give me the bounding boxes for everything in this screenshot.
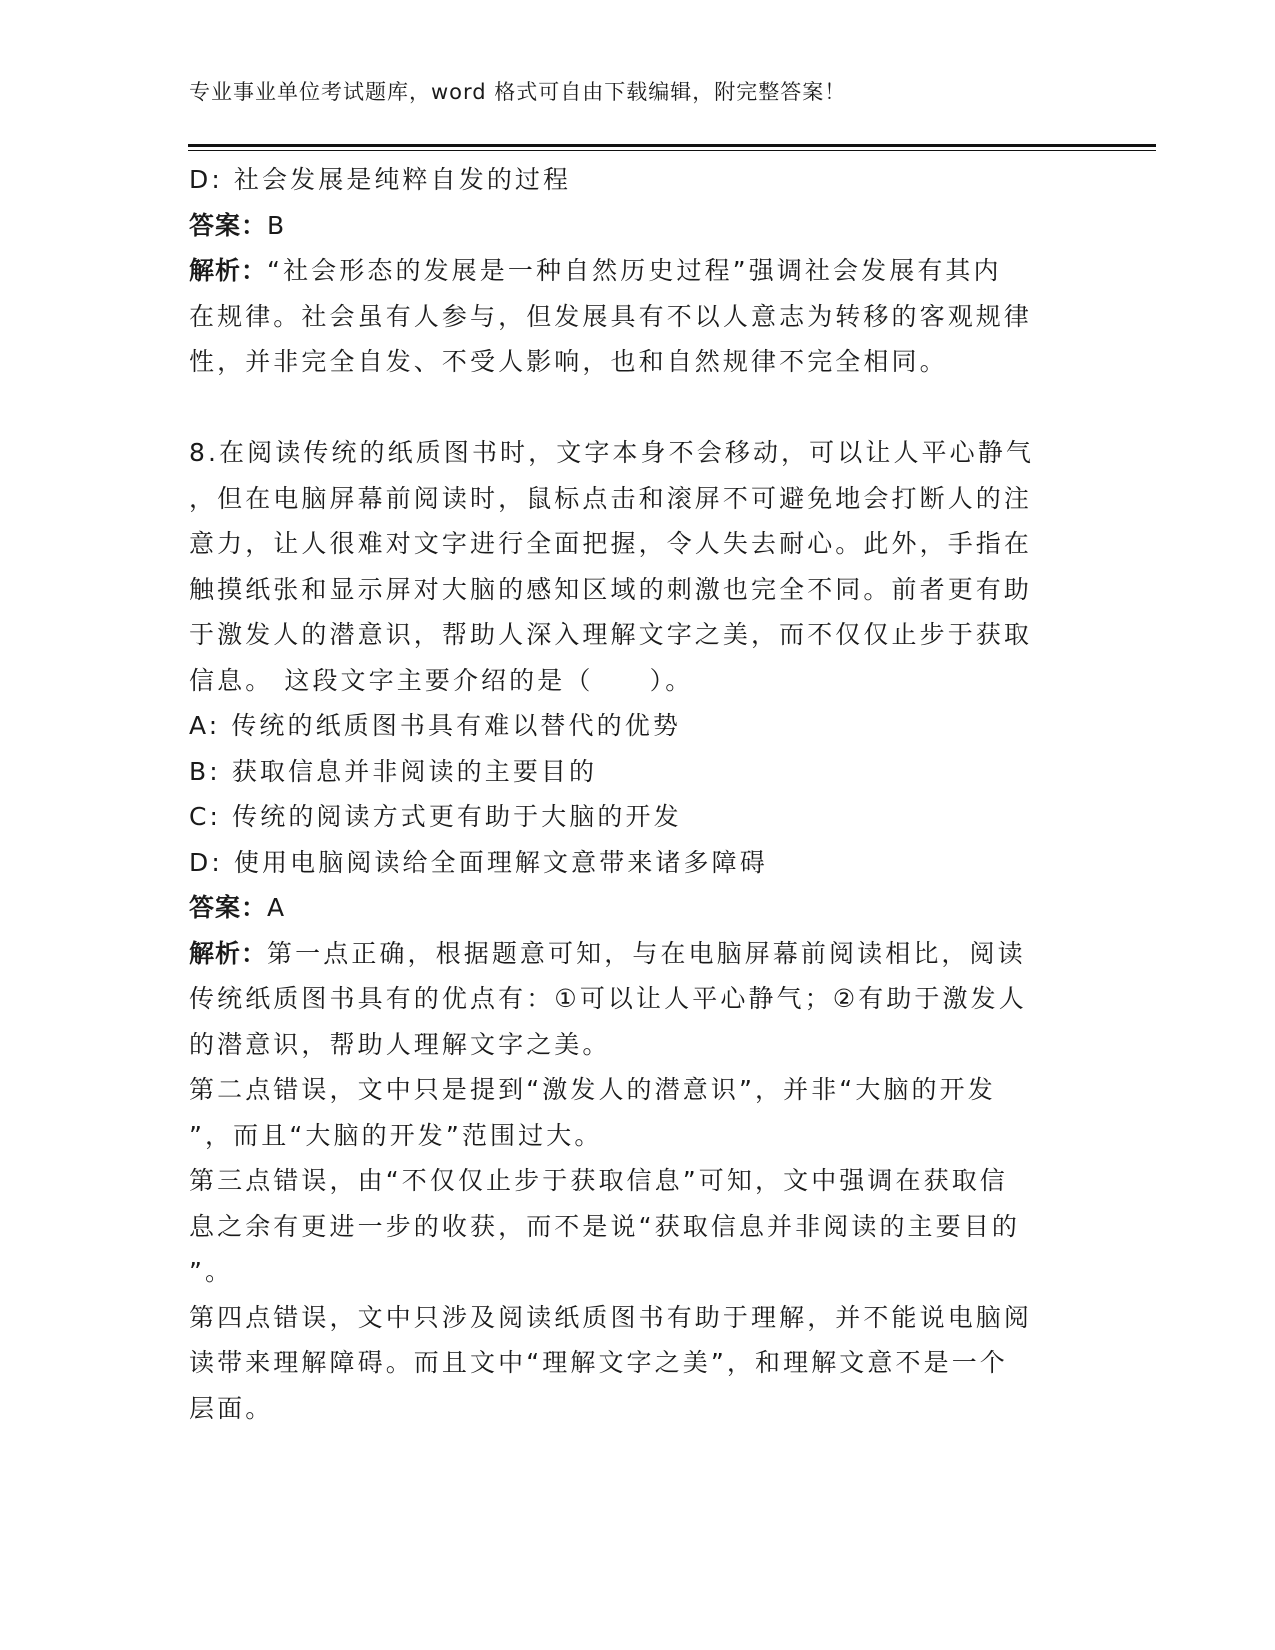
q8-stem-line-5: 于激发人的潜意识，帮助人深入理解文字之美，而不仅仅止步于获取	[189, 620, 1033, 649]
q8-option-b: B: 获取信息并非阅读的主要目的	[189, 756, 598, 786]
q8-analysis-line-4: 第二点错误，文中只是提到“激发人的潜意识”，并非“大脑的开发	[189, 1075, 996, 1104]
prev-answer-label: 答案：	[189, 210, 268, 240]
q8-analysis-line-8: ”。	[189, 1257, 234, 1286]
q8-answer-label: 答案：	[189, 893, 268, 922]
q8-analysis-line-9: 第四点错误，文中只涉及阅读纸质图书有助于理解，并不能说电脑阅	[189, 1302, 1033, 1332]
q8-analysis-line-6: 第三点错误，由“不仅仅止步于获取信息”可知，文中强调在获取信	[189, 1166, 1008, 1195]
q8-analysis-label: 解析：	[189, 938, 268, 968]
q8-analysis-line-1	[189, 931, 1069, 977]
q8-stem-line-6: 信息。 这段文字主要介绍的是（ ）。	[189, 665, 694, 695]
q8-answer	[189, 885, 1069, 931]
prev-analysis-label: 解析：	[189, 256, 268, 285]
q8-analysis-line-11: 层面。	[189, 1393, 274, 1423]
q8-analysis-line-2: 传统纸质图书具有的优点有：①可以让人平心静气；②有助于激发人	[189, 984, 1027, 1013]
header-rule-thin	[188, 150, 1156, 151]
q8-analysis-line-10: 读带来理解障碍。而且文中“理解文字之美”，和理解文意不是一个	[189, 1348, 1008, 1377]
header-note: 专业事业单位考试题库，word 格式可自由下载编辑，附完整答案！	[189, 80, 847, 104]
prev-analysis-text: “社会形态的发展是一种自然历史过程”强调社会发展有其内	[267, 256, 1002, 285]
q8-analysis-line-3: 的潜意识，帮助人理解文字之美。	[189, 1029, 611, 1059]
q8-option-d: D: 使用电脑阅读给全面理解文意带来诸多障碍	[189, 847, 768, 877]
q8-analysis-line-7: 息之余有更进一步的收获，而不是说“获取信息并非阅读的主要目的	[189, 1211, 1020, 1241]
document-body	[189, 157, 1069, 1431]
q8-option-c: C: 传统的阅读方式更有助于大脑的开发	[189, 802, 682, 831]
prev-option-d: D: 社会发展是纯粹自发的过程	[189, 165, 572, 194]
prev-analysis-line-2: 在规律。社会虽有人参与，但发展具有不以人意志为转移的客观规律	[189, 301, 1033, 331]
q8-analysis-line-5: ”，而且“大脑的开发”范围过大。	[189, 1120, 603, 1150]
q8-stem-line-2: ，但在电脑屏幕前阅读时，鼠标点击和滚屏不可避免地会打断人的注	[189, 483, 1033, 513]
q8-stem-line-4: 触摸纸张和显示屏对大脑的感知区域的刺激也完全不同。前者更有助	[189, 574, 1033, 604]
q8-stem-line-3: 意力，让人很难对文字进行全面把握，令人失去耐心。此外，手指在	[189, 529, 1033, 558]
q8-option-a: A: 传统的纸质图书具有难以替代的优势	[189, 711, 681, 740]
prev-analysis-line-3: 性，并非完全自发、不受人影响，也和自然规律不完全相同。	[189, 347, 948, 376]
q8-stem-line-1: 8.在阅读传统的纸质图书时，文字本身不会移动，可以让人平心静气	[189, 438, 1034, 467]
section-gap	[189, 385, 1069, 431]
prev-answer-value: B	[267, 210, 288, 240]
prev-analysis-line-1	[189, 248, 1069, 294]
prev-answer	[189, 203, 1069, 249]
q8-answer-value: A	[267, 893, 288, 922]
header-rule-thick	[188, 144, 1156, 147]
q8-analysis-first: 第一点正确，根据题意可知，与在电脑屏幕前阅读相比，阅读	[267, 938, 1026, 968]
